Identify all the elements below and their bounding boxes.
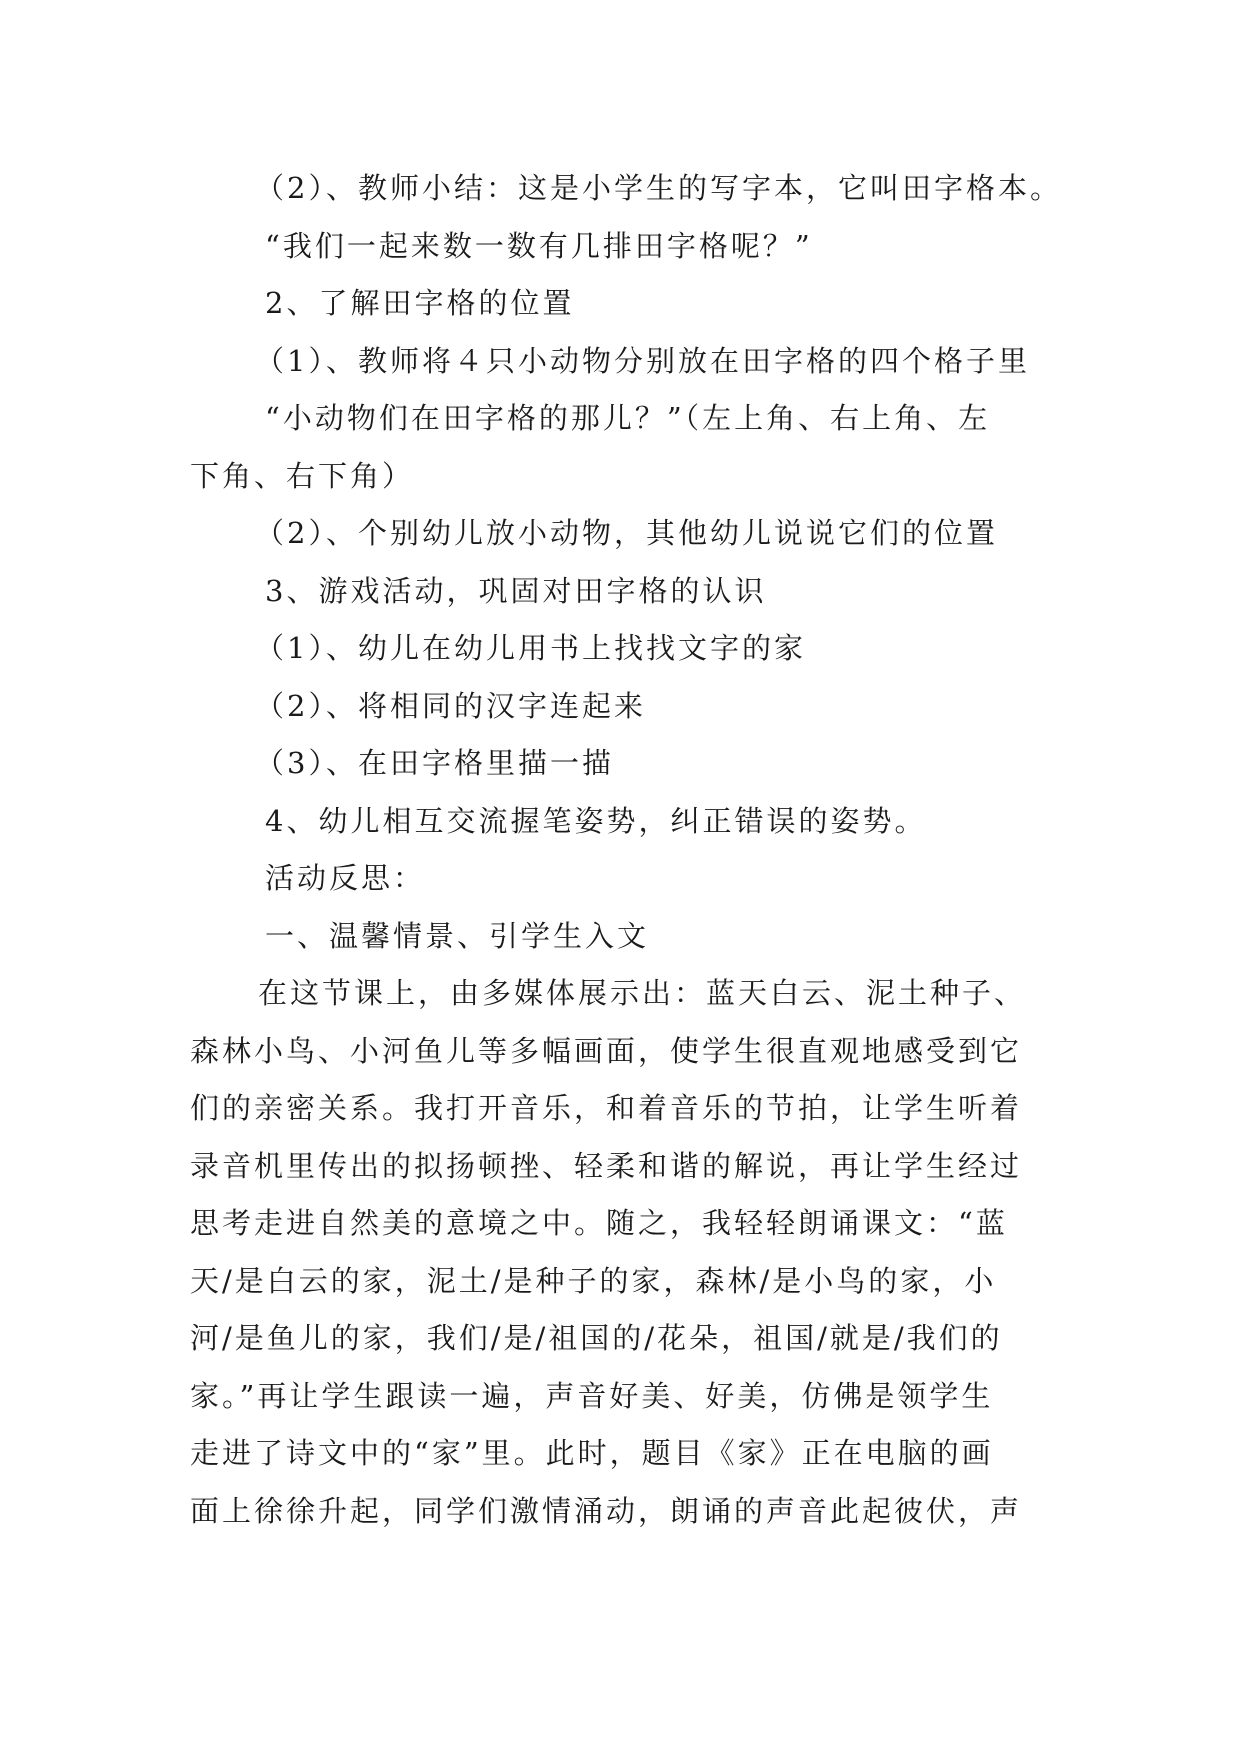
text-line: 们的亲密关系。我打开音乐，和着音乐的节拍，让学生听着 [190, 1091, 1023, 1125]
text-line: 森林小鸟、小河鱼儿等多幅画面，使学生很直观地感受到它 [190, 1034, 1023, 1068]
text-line: （2）、将相同的汉字连起来 [255, 689, 646, 723]
text-line: “小动物们在田字格的那儿？”（左上角、右上角、左 [265, 401, 991, 435]
section-heading: 活动反思： [265, 861, 426, 895]
text-line: （2）、教师小结：这是小学生的写字本，它叫田字格本。 [255, 171, 1062, 205]
section-heading: 一、温馨情景、引学生入文 [265, 919, 650, 953]
text-line: （1）、教师将４只小动物分别放在田字格的四个格子里 [255, 344, 1030, 378]
text-line: 4、幼儿相互交流握笔姿势，纠正错误的姿势。 [265, 804, 927, 838]
text-line: “我们一起来数一数有几排田字格呢？” [265, 229, 813, 263]
text-line: 家。”再让学生跟读一遍，声音好美、好美，仿佛是领学生 [190, 1379, 994, 1413]
text-line: 思考走进自然美的意境之中。随之，我轻轻朗诵课文：“蓝 [190, 1206, 1008, 1240]
text-line: 录音机里传出的拟扬顿挫、轻柔和谐的解说，再让学生经过 [190, 1149, 1023, 1183]
text-line: 2、了解田字格的位置 [265, 286, 575, 320]
text-line: （3）、在田字格里描一描 [255, 746, 614, 780]
text-line: 走进了诗文中的“家”里。此时，题目《家》正在电脑的画 [190, 1436, 994, 1470]
text-line: 面上徐徐升起，同学们激情涌动，朗诵的声音此起彼伏，声 [190, 1494, 1023, 1528]
text-line: （1）、幼儿在幼儿用书上找找文字的家 [255, 631, 806, 665]
text-line: 在这节课上，由多媒体展示出：蓝天白云、泥土种子、 [258, 976, 1027, 1010]
text-line: 下角、右下角） [190, 459, 415, 493]
text-line: （2）、个别幼儿放小动物，其他幼儿说说它们的位置 [255, 516, 998, 550]
text-line: 3、游戏活动，巩固对田字格的认识 [265, 574, 767, 608]
text-line: 天/是白云的家，泥土/是种子的家，森林/是小鸟的家，小 [190, 1264, 997, 1298]
text-line: 河/是鱼儿的家，我们/是/祖国的/花朵，祖国/就是/我们的 [190, 1321, 1003, 1355]
